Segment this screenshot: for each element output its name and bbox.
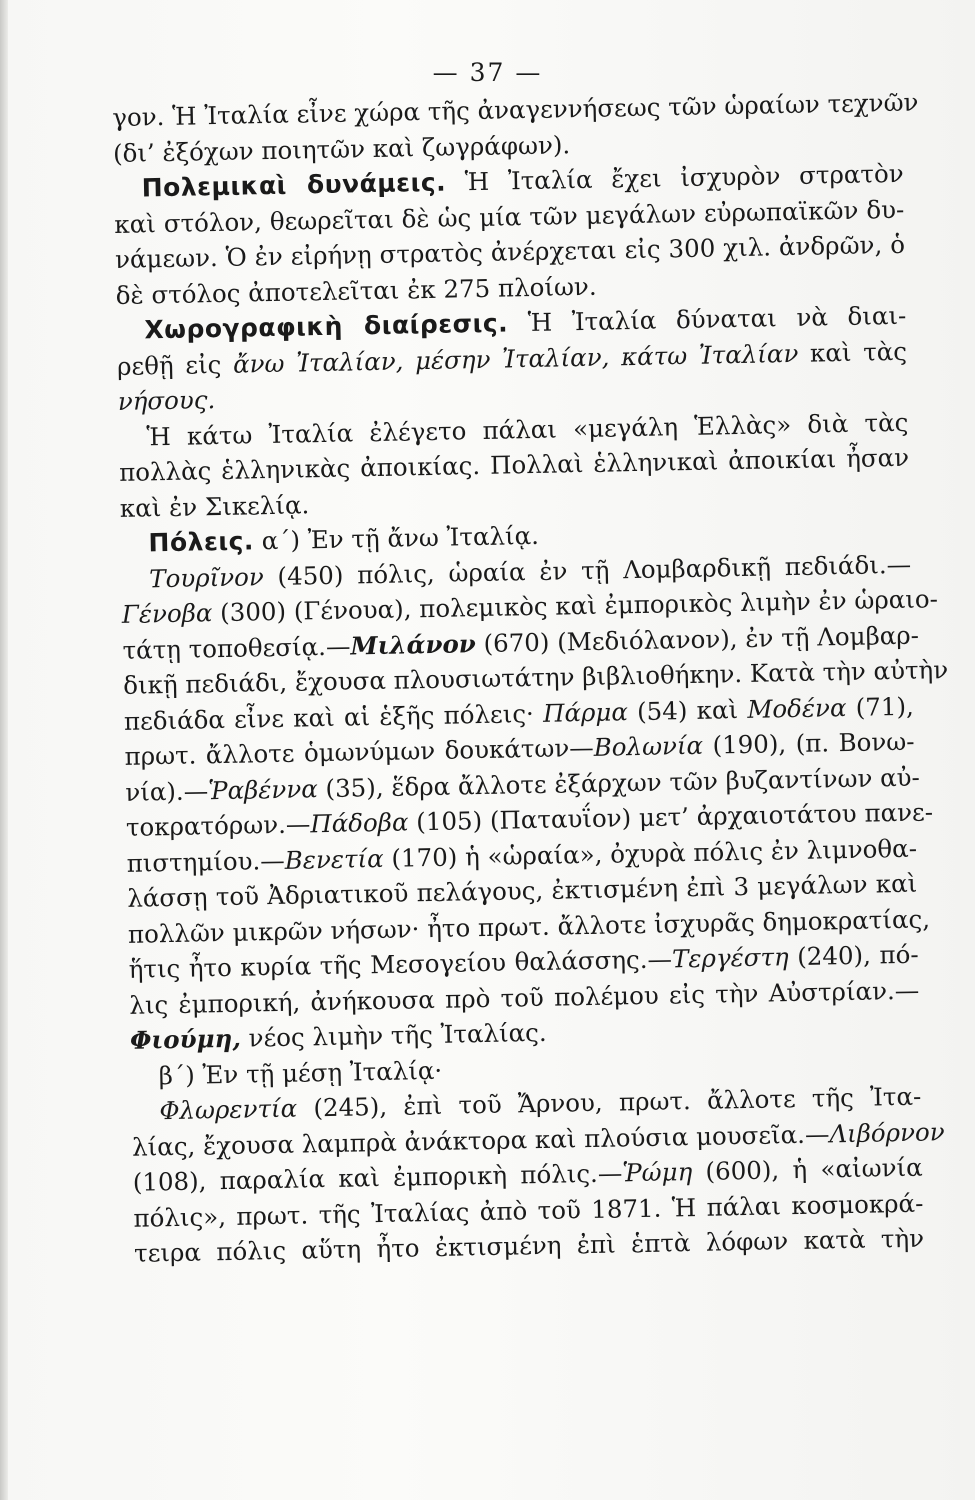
emphasized-term: Φλωρεντία: [159, 1093, 298, 1126]
text-span: (108), παραλία καὶ ἐμπορικὴ πόλις.—: [132, 1158, 623, 1197]
emphasized-term: Μιλάνον: [350, 628, 477, 661]
text-span: (105) (Παταυΐον) μετ’ ἀρχαιοτάτου πανε-: [408, 797, 934, 837]
binding-edge: [0, 0, 8, 1500]
text-span: λις ἐμπορική, ἀνήκουσα πρὸ τοῦ πολέμου εἰς τὴν Αὐστρίαν.—: [129, 975, 920, 1020]
text-span: νέος λιμὴν τῆς Ἰταλίας.: [240, 1017, 547, 1053]
emphasized-term: νήσους.: [117, 385, 216, 416]
text-span: (300) (Γένουα), πολεμικὸς καὶ ἐμπορικὸς λιμὴν ἐν ὡραιο-: [212, 584, 939, 628]
text-span: β΄) Ἐν τῇ μέσῃ Ἰταλίᾳ·: [158, 1055, 443, 1090]
text-span: πολλὰς ἑλληνικὰς ἀποικίας. Πολλαὶ ἑλληνικαὶ ἀποικίαι ἦσαν: [118, 442, 910, 487]
text-span: (240), πό-: [788, 939, 919, 972]
text-span: α΄) Ἐν τῇ ἄνω Ἰταλίᾳ.: [253, 520, 540, 556]
text-span: (670) (Μεδιόλανον), ἐν τῇ Λομβαρ-: [475, 620, 920, 658]
text-span: λάσσῃ τοῦ Ἀδριατικοῦ πελάγους, ἐκτισμένη ἐπὶ 3 μεγάλων καὶ: [127, 868, 918, 913]
text-span: νάμεων. Ὁ ἐν εἰρήνῃ στρατὸς ἀνέρχεται εἰς 300 χιλ. ἀνδρῶν, ὁ: [114, 229, 906, 274]
text-span: (600), ἡ «αἰωνία: [691, 1152, 923, 1187]
text-span: ἥτις ἦτο κυρία τῆς Μεσογείου θαλάσσης.—: [128, 944, 673, 984]
text-span: πεδιάδα εἶνε καὶ αἱ ἑξῆς πόλεις·: [123, 698, 544, 736]
text-span: λίας, ἔχουσα λαμπρὰ ἀνάκτορα καὶ πλούσια μουσεῖα.—: [131, 1118, 830, 1162]
text-span: Ἡ Ἰταλία ἔχει ἰσχυρὸν στρατὸν: [445, 158, 904, 197]
emphasized-term: Γένοβα: [121, 598, 213, 629]
text-span: τάτῃ τοποθεσίᾳ.—: [122, 631, 351, 665]
emphasized-term: Φιούμη,: [129, 1023, 242, 1055]
text-span: νία).—: [125, 775, 209, 807]
text-span: (71),: [846, 691, 915, 722]
text-span: (245), ἐπὶ τοῦ Ἄρνου, πρωτ. ἄλλοτε τῆς Ἰτα-: [296, 1081, 922, 1123]
emphasized-term: Βενετία: [284, 843, 384, 875]
emphasized-term: Ῥώμη: [622, 1157, 693, 1188]
text-span: πόλις», πρωτ. τῆς Ἰταλίας ἀπὸ τοῦ 1871. Ἡ πάλαι κοσμοκρά-: [133, 1188, 924, 1233]
text-span: (δι’ ἐξόχων ποιητῶν καὶ ζωγράφων).: [112, 129, 571, 168]
text-span: γον. Ἡ Ἰταλία εἶνε χώρα τῆς ἀναγεννήσεως τῶν ὡραίων τεχνῶν: [112, 87, 919, 132]
text-span: (170) ἡ «ὡραία», ὀχυρὰ πόλις ἐν λιμνοθα-: [383, 833, 918, 873]
text-span: καὶ ἐν Σικελίᾳ.: [119, 489, 310, 523]
section-heading: Χωρογραφικὴ διαίρεσις.: [144, 308, 509, 345]
page-number: — 37 —: [432, 58, 543, 87]
text-span: (450) πόλις, ὡραία ἐν τῇ Λομβαρδικῇ πεδιάδι.—: [263, 549, 912, 591]
text-span: (35), ἕδρα ἄλλοτε ἐξάρχων τῶν βυζαντίνων αὐ-: [317, 762, 921, 803]
text-span: (190), (π. Βονω-: [702, 726, 915, 760]
text-span: δὲ στόλος ἀποτελεῖται ἐκ 275 πλοίων.: [115, 271, 597, 310]
text-span: δικῇ πεδιάδι, ἔχουσα πλουσιωτάτην βιβλιοθήκην. Κατὰ τὴν αὐτὴν: [122, 655, 949, 700]
text-span: πολλῶν μικρῶν νήσων· ἦτο πρωτ. ἄλλοτε ἰσχυρᾶς δημοκρατίας,: [127, 903, 931, 949]
emphasized-term: Λιβόρνον: [829, 1116, 945, 1148]
text-span: (54) καὶ: [627, 694, 748, 726]
text-span: Ἡ Ἰταλία δύναται νὰ διαι-: [507, 300, 907, 338]
emphasized-term: Τεργέστη: [671, 942, 789, 974]
section-heading: Πόλεις.: [148, 526, 255, 558]
emphasized-term: ἄνω Ἰταλίαν, μέσην Ἰταλίαν, κάτω Ἰταλίαν: [232, 338, 799, 379]
text-span: τειρα πόλις αὕτη ἦτο ἐκτισμένη ἐπὶ ἑπτὰ λόφων κατὰ τὴν: [133, 1223, 925, 1268]
body-text: [112, 85, 949, 1271]
emphasized-term: Μοδένα: [747, 692, 847, 724]
text-span: καὶ τὰς: [798, 336, 908, 368]
emphasized-term: Πάδοβα: [310, 807, 409, 839]
section-heading: Πολεμικαὶ δυνάμεις.: [141, 167, 447, 203]
emphasized-term: Ῥαβέννα: [207, 773, 318, 805]
text-span: τοκρατόρων.—: [125, 809, 311, 842]
text-span: καὶ στόλον, θεωρεῖται δὲ ὡς μία τῶν μεγάλων εὐρωπαϊκῶν δυ-: [114, 194, 905, 239]
emphasized-term: Πάρμα: [542, 696, 629, 728]
text-span: Ἡ κάτω Ἰταλία ἐλέγετο πάλαι «μεγάλη Ἑλλὰς» διὰ τὰς: [146, 407, 909, 451]
emphasized-term: Βολωνία: [593, 730, 704, 762]
emphasized-term: Τουρῖνον: [148, 561, 264, 593]
text-span: πρωτ. ἄλλοτε ὁμωνύμων δουκάτων—: [124, 732, 595, 771]
text-span: πιστημίου.—: [126, 845, 286, 878]
text-span: ρεθῇ εἰς: [116, 349, 234, 381]
